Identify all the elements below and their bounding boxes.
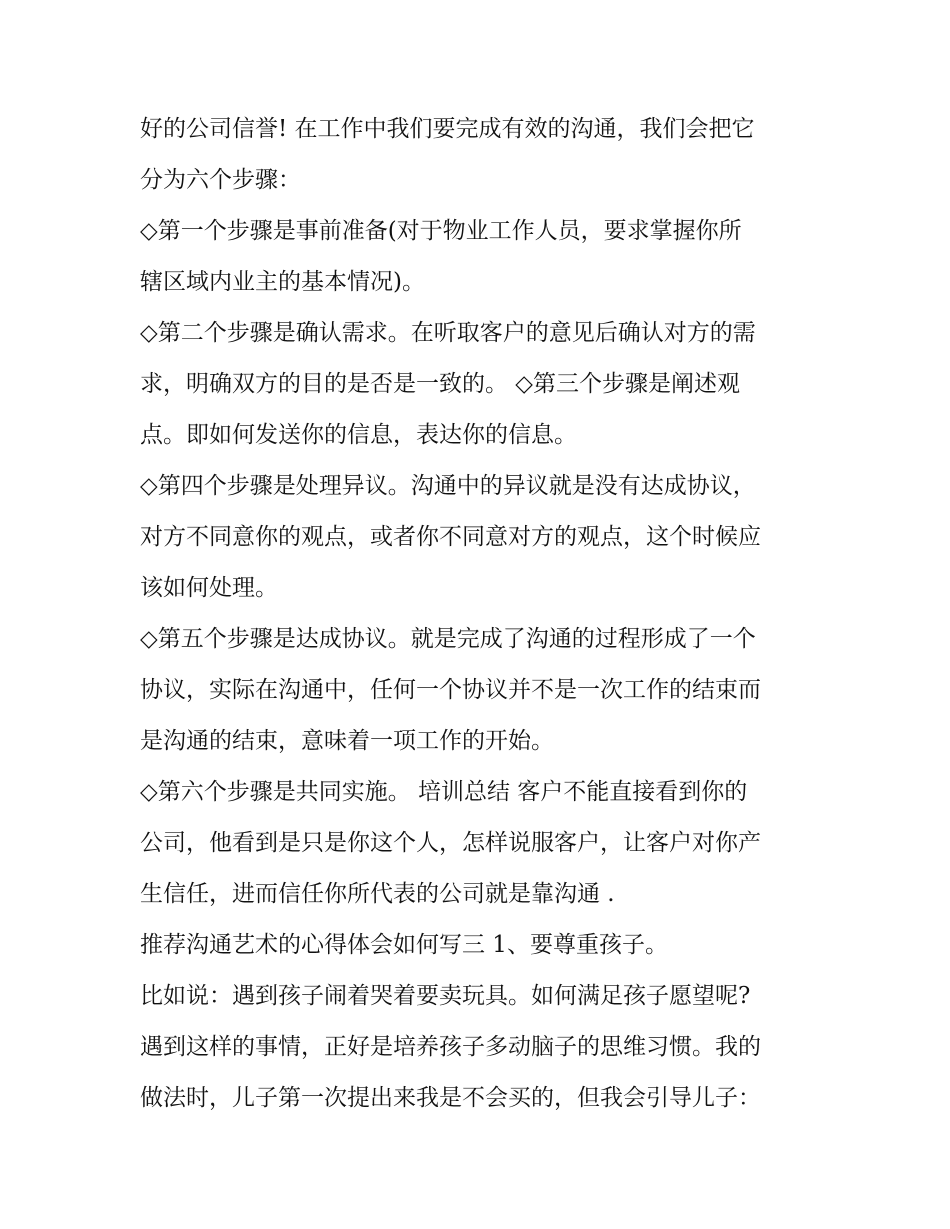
text-line: ◇第五个步骤是达成协议。就是完成了沟通的过程形成了一个 (140, 626, 756, 652)
text-line: 公司，他看到是只是你这个人，怎样说服客户，让客户对你产 (140, 830, 761, 856)
text-line: 求，明确双方的目的是否是一致的。 ◇第三个步骤是阐述观 (140, 371, 740, 397)
text-line: 协议，实际在沟通中，任何一个协议并不是一次工作的结束而 (140, 677, 761, 703)
text-line: 分为六个步骤： (140, 167, 301, 193)
text-line: ◇第一个步骤是事前准备(对于物业工作人员，要求掌握你所 (140, 218, 742, 244)
text-line: 对方不同意你的观点，或者你不同意对方的观点，这个时候应 (140, 524, 761, 550)
text-line: 该如何处理。 (140, 575, 278, 601)
text-line: 做法时，儿子第一次提出来我是不会买的，但我会引导儿子： (140, 1085, 761, 1111)
body-text (140, 104, 830, 1124)
text-line: 推荐沟通艺术的心得体会如何写三 1、要尊重孩子。 (140, 932, 668, 958)
text-line: ◇第四个步骤是处理异议。沟通中的异议就是没有达成协议， (140, 473, 756, 499)
text-line: 遇到这样的事情，正好是培养孩子多动脑子的思维习惯。我的 (140, 1034, 761, 1060)
text-line: 点。即如何发送你的信息，表达你的信息。 (140, 422, 577, 448)
text-line: 好的公司信誉! 在工作中我们要完成有效的沟通，我们会把它 (140, 116, 755, 142)
text-line: 生信任，进而信任你所代表的公司就是靠沟通 . (140, 881, 615, 907)
text-line: ◇第六个步骤是共同实施。 培训总结 客户不能直接看到你的 (140, 779, 748, 805)
text-line: 是沟通的结束，意味着一项工作的开始。 (140, 728, 554, 754)
text-line: ◇第二个步骤是确认需求。在听取客户的意见后确认对方的需 (140, 320, 756, 346)
text-line: 比如说：遇到孩子闹着哭着要卖玩具。如何满足孩子愿望呢? (140, 983, 751, 1009)
text-line: 辖区域内业主的基本情况)。 (140, 269, 425, 295)
